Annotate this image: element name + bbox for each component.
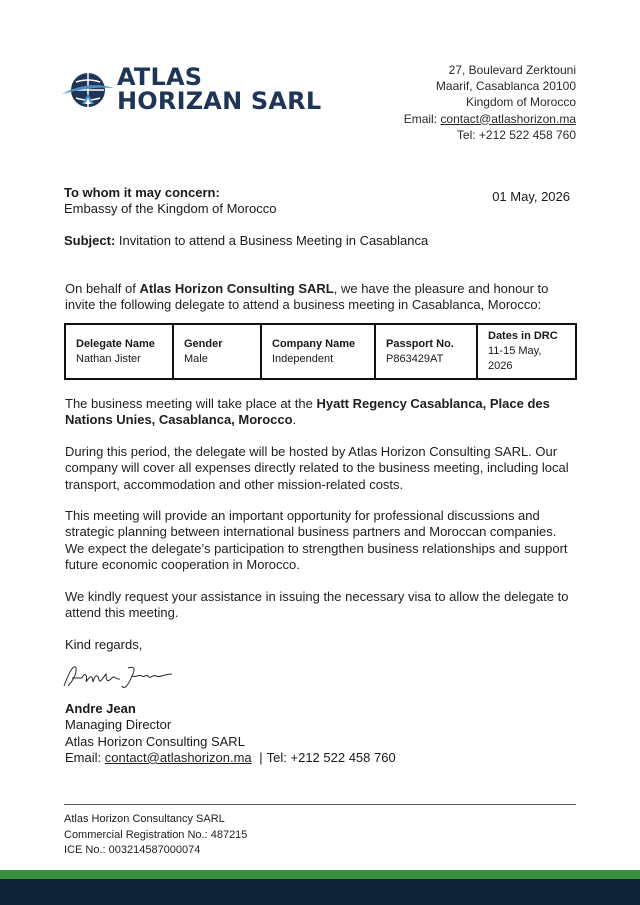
company-address: [404, 62, 576, 143]
address-country: Kingdom of Morocco: [465, 95, 576, 110]
opportunity-paragraph: This meeting will provide an important opportunity for professional discussions and strategic planning between international business partners and Moroccan companies. We expect the delegate’s participation to strengthen business relationships and support future economic cooperation in Morocco.: [65, 508, 568, 572]
footer-navy-band: [0, 879, 640, 905]
delegate-table: [64, 323, 577, 380]
column-header: Company Name: [272, 337, 356, 350]
email-label: Email:: [403, 111, 438, 126]
footer-registration: Commercial Registration No.: 487215: [64, 828, 248, 841]
logo-wordmark: [117, 65, 321, 113]
recipient-name: Embassy of the Kingdom of Morocco: [64, 201, 277, 216]
hosting-paragraph: During this period, the delegate will be hosted by Atlas Horizon Consulting SARL. Our company will cover all expenses directly related to the business meeting, including local transport, accommodation and other mission-related costs.: [65, 444, 569, 492]
signer-title: Managing Director: [65, 717, 172, 733]
email-link[interactable]: contact@atlashorizon.ma: [440, 111, 576, 126]
column-header: Dates in DRC: [488, 330, 558, 342]
logo-line-2: HORIZAN SARL: [117, 87, 322, 115]
venue-paragraph: [65, 396, 577, 429]
address-street: 27, Boulevard Zerktouni: [448, 63, 576, 77]
venue-before: The business meeting will take place at the: [65, 396, 313, 411]
handwritten-signature: [62, 660, 174, 694]
footer-company: Atlas Horizon Consultancy SARL: [64, 813, 225, 825]
signer-email-link[interactable]: contact@atlashorizon.ma: [104, 749, 252, 765]
intro-after: , we have the pleasure and honour to invite the following delegate to attend a business meeting in Casablanca, Morocco:: [65, 281, 549, 313]
contact-separator: |: [259, 749, 263, 765]
globe-logo-icon: [60, 64, 116, 116]
intro-before: On behalf of: [65, 281, 136, 296]
column-header: Passport No.: [386, 337, 454, 350]
recipient-block: [64, 185, 276, 217]
table-cell: [375, 324, 477, 379]
intro-company: Atlas Horizon Consulting SARL: [139, 281, 334, 296]
letter-date: 01 May, 2026: [492, 189, 570, 204]
signer-tel: Tel: +212 522 458 760: [266, 749, 396, 765]
table-cell: [261, 324, 375, 379]
company-logo: [60, 62, 340, 118]
signer-company: Atlas Horizon Consulting SARL: [65, 733, 245, 749]
recipient-greeting: To whom it may concern:: [64, 185, 220, 200]
intro-paragraph: [65, 281, 577, 314]
signer-name: Andre Jean: [65, 701, 136, 716]
address-email-line: [404, 111, 576, 127]
venue-after: .: [292, 412, 297, 428]
column-header: Delegate Name: [76, 337, 155, 350]
table-row: [65, 324, 576, 379]
table-cell: [65, 324, 173, 379]
cell-value: Independent: [272, 352, 334, 365]
closing-line: Kind regards,: [65, 637, 143, 652]
subject-line: [64, 233, 428, 248]
subject-text: Invitation to attend a Business Meeting in Casablanca: [118, 233, 429, 248]
signer-email-label: Email:: [65, 749, 102, 765]
subject-label: Subject:: [64, 233, 116, 248]
address-city: Maarif, Casablanca 20100: [435, 79, 576, 94]
signer-contact: [65, 750, 396, 766]
signer-block: [65, 701, 396, 766]
column-header: Gender: [184, 337, 223, 350]
request-paragraph: We kindly request your assistance in issuing the necessary visa to allow the delegate to attend this meeting.: [65, 589, 569, 621]
address-tel: Tel: +212 522 458 760: [456, 127, 576, 142]
footer-green-band: [0, 870, 640, 879]
footer-block: [64, 812, 247, 859]
cell-value: Male: [184, 352, 208, 365]
cell-value: Nathan Jister: [76, 352, 141, 365]
table-cell: [477, 324, 576, 379]
cell-value: P863429AT: [386, 352, 444, 365]
footer-divider: [64, 804, 576, 805]
logo-line-1: ATLAS: [117, 63, 203, 91]
venue-place: Hyatt Regency Casablanca, Place des Nations Unies, Casablanca, Morocco: [65, 396, 550, 428]
footer-ice: ICE No.: 003214587000074: [64, 844, 201, 856]
cell-value: 11-15 May, 2026: [488, 345, 542, 372]
table-cell: [173, 324, 261, 379]
